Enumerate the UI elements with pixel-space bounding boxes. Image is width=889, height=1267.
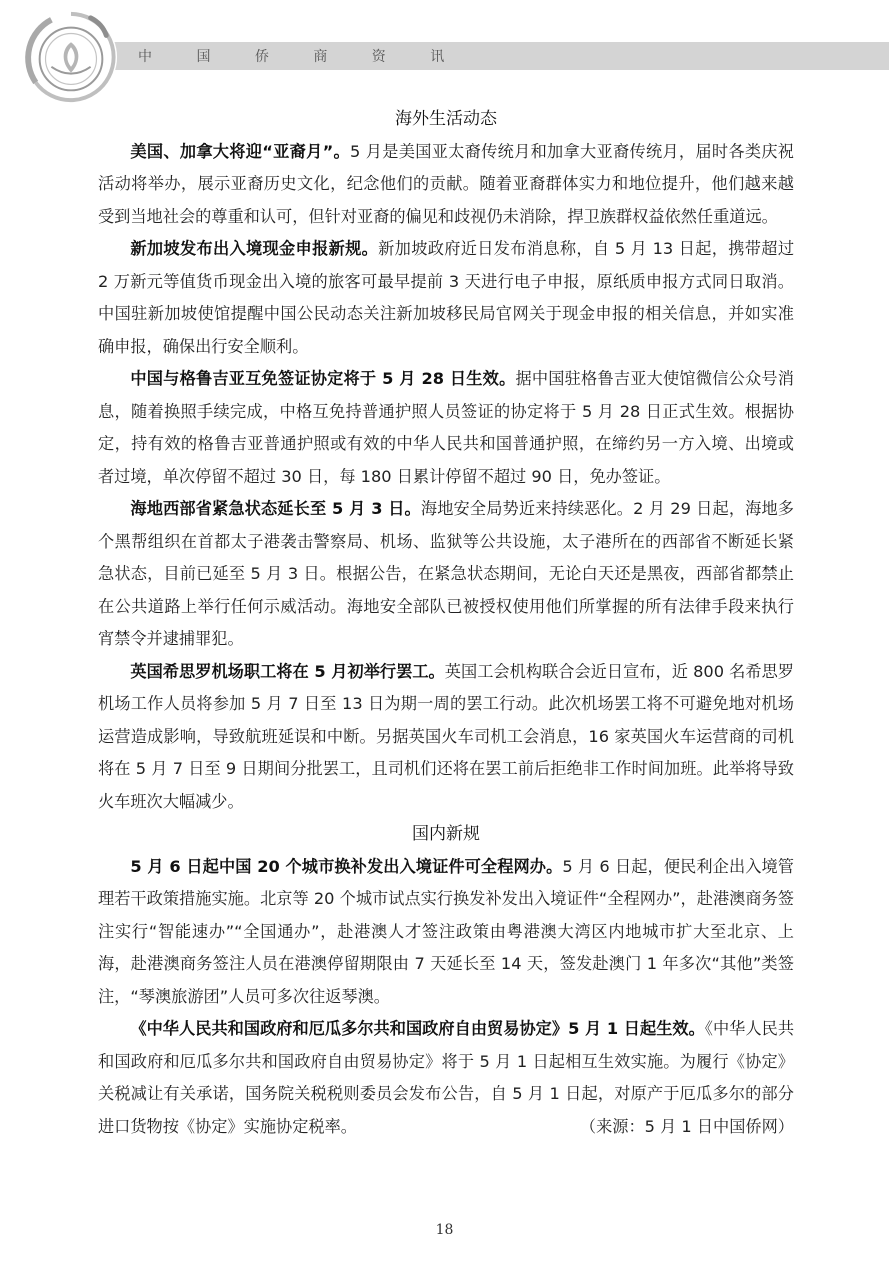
- page-number: 18: [435, 1222, 454, 1238]
- news-body: 英国工会机构联合会近日宣布，近 800 名希思罗机场工作人员将参加 5 月 7 日至 13 日为期一周的罢工行动。此次机场罢工将不可避免地对机场运营造成影响，导致航班延误和中断。另据英国火车司机工会消息，16 家英国火车运营商的司机将在 5 月 7 日至 9 日期间分批罢工，且司机们还将在罢工前后拒绝非工作时间加班。此举将导致火车班次大幅减少。: [98, 661, 794, 811]
- header-title: 中 国 侨 商 资 讯: [138, 49, 465, 65]
- news-paragraph: [98, 493, 794, 656]
- source-note: （来源：5 月 1 日中国侨网）: [579, 1116, 794, 1136]
- news-body: 海地安全局势近来持续恶化。2 月 29 日起，海地多个黑帮组织在首都太子港袭击警察局、机场、监狱等公共设施，太子港所在的西部省不断延长紧急状态，目前已延至 5 月 3 日。根据公告，在紧急状态期间，无论白天还是黑夜，西部省都禁止在公共道路上举行任何示威活动。海地安全部队已被授权使用他们所掌握的所有法律手段来执行宵禁令并逮捕罪犯。: [98, 499, 794, 648]
- news-paragraph: [98, 656, 794, 819]
- news-paragraph: [98, 136, 794, 234]
- news-body: 据中国驻格鲁吉亚大使馆微信公众号消息，随着换照手续完成，中格互免持普通护照人员签证的协定将于 5 月 28 日正式生效。根据协定，持有效的格鲁吉亚普通护照或有效的中华人民共和国普通护照，在缔约另一方入境、出境或者过境，单次停留不超过 30 日，每 180 日累计停留不超过 90 日，免办签证。: [98, 369, 794, 486]
- news-headline: 英国希思罗机场职工将在 5 月初举行罢工。: [130, 661, 445, 681]
- section-title-overseas: 海外生活动态: [395, 109, 497, 129]
- news-headline: 5 月 6 日起中国 20 个城市换补发出入境证件可全程网办。: [130, 856, 563, 876]
- article-content: [98, 103, 794, 1143]
- section-title-domestic: 国内新规: [412, 824, 480, 844]
- news-body: 5 月是美国亚太裔传统月和加拿大亚裔传统月，届时各类庆祝活动将举办，展示亚裔历史文化，纪念他们的贡献。随着亚裔群体实力和地位提升，他们越来越受到当地社会的尊重和认可，但针对亚裔的偏见和歧视仍未消除，捍卫族群权益依然任重道远。: [98, 141, 794, 226]
- news-paragraph: [98, 851, 794, 1014]
- news-headline: 海地西部省紧急状态延长至 5 月 3 日。: [130, 499, 421, 518]
- news-body: 《中华人民共和国政府和厄瓜多尔共和国政府自由贸易协定》将于 5 月 1 日起相互生效实施。为履行《协定》关税减让有关承诺，国务院关税税则委员会发布公告，自 5 月 1 日起，对原产于厄瓜多尔的部分进口货物按《协定》实施协定税率。: [98, 1019, 795, 1136]
- news-body: 5 月 6 日起，便民利企出入境管理若干政策措施实施。北京等 20 个城市试点实行换发补发出入境证件“全程网办”，赴港澳商务签注实行“智能速办”“全国通办”，赴港澳人才签注政策由粤港澳大湾区内地城市扩大至北京、上海，赴港澳商务签注人员在港澳停留期限由 7 天延长至 14 天，签发赴澳门 1 年多次“其他”类签注，“琴澳旅游团”人员可多次往返琴澳。: [98, 856, 794, 1006]
- news-paragraph: [98, 363, 794, 493]
- logo-emblem-icon: [22, 8, 120, 106]
- news-headline: 中国与格鲁吉亚互免签证协定将于 5 月 28 日生效。: [130, 369, 516, 388]
- news-body: 新加坡政府近日发布消息称，自 5 月 13 日起，携带超过 2 万新元等值货币现金出入境的旅客可最早提前 3 天进行电子申报，原纸质申报方式同日取消。中国驻新加坡使馆提醒中国公民动态关注新加坡移民局官网关于现金申报的相关信息，并如实准确申报，确保出行安全顺利。: [98, 239, 795, 356]
- news-headline: 新加坡发布出入境现金申报新规。: [130, 239, 379, 258]
- news-paragraph: [98, 233, 794, 363]
- news-headline: 《中华人民共和国政府和厄瓜多尔共和国政府自由贸易协定》5 月 1 日起生效。: [130, 1019, 705, 1038]
- news-headline: 美国、加拿大将迎“亚裔月”。: [130, 141, 351, 161]
- news-paragraph: [98, 1013, 794, 1143]
